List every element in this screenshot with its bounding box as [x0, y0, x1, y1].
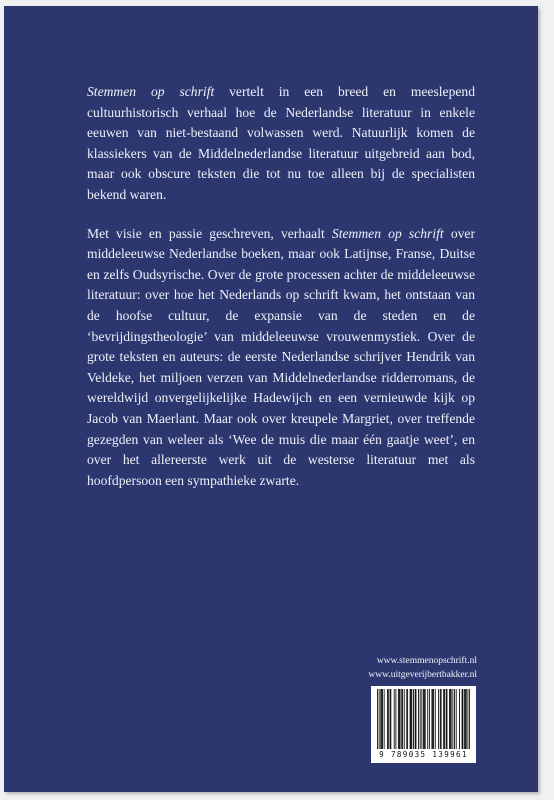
barcode-bar [388, 689, 389, 749]
barcode-bar [462, 689, 463, 749]
barcode-bar [402, 689, 403, 749]
barcode-bars [377, 689, 470, 749]
barcode-bar [462, 689, 463, 749]
barcode-bar [384, 689, 385, 749]
barcode-bar [440, 689, 441, 749]
barcode-bar [415, 689, 416, 749]
barcode-bar [454, 689, 455, 749]
barcode-bar [390, 689, 391, 749]
barcode-bar [418, 689, 419, 749]
blurb-text [87, 82, 475, 509]
barcode-bar [401, 689, 402, 749]
barcode-bar [420, 689, 421, 749]
barcode-bar [421, 689, 422, 749]
barcode-bar [456, 689, 457, 749]
barcode-bar [398, 689, 399, 749]
barcode-bar [466, 689, 467, 749]
website-url[interactable]: www.stemmenopschrift.nl [376, 656, 477, 666]
isbn-barcode [371, 686, 476, 763]
barcode-bar [399, 689, 400, 749]
barcode-bar [451, 689, 452, 749]
barcode-bar [404, 689, 405, 749]
barcode-bar [381, 689, 382, 749]
barcode-bar [443, 689, 444, 749]
barcode-bar [423, 689, 424, 749]
barcode-bar [464, 689, 465, 749]
back-cover [4, 6, 538, 792]
barcode-bar [444, 689, 445, 749]
blurb-text-span: vertelt in een breed en meeslepend cultuurhistorisch verhaal hoe de Nederlandse literatuur in enkele eeuwen van niet-bestaand volwassen werd. Natuurlijk komen de klassiekers van de Middelnederlandse literatuur uitgebreid aan bod, maar ook obscure teksten die tot nu toe alleen bij de specialisten bekend waren. [87, 84, 475, 202]
barcode-bar [452, 689, 453, 749]
website-list [367, 654, 477, 682]
barcode-bar [424, 689, 425, 749]
barcode-bar [447, 689, 448, 749]
barcode-bar [425, 689, 426, 749]
barcode-bar [410, 689, 411, 749]
barcode-bar [435, 689, 436, 749]
barcode-bar [380, 689, 381, 749]
barcode-bar [382, 689, 383, 749]
barcode-bar [416, 689, 417, 749]
barcode-bar [446, 689, 447, 749]
book-title-italic: Stemmen op schrift [87, 84, 215, 99]
barcode-bar [427, 689, 428, 749]
barcode-bar [407, 689, 408, 749]
barcode-bar [394, 689, 395, 749]
barcode-bar [438, 689, 439, 749]
barcode-bar [459, 689, 460, 749]
barcode-bar [432, 689, 433, 749]
barcode-bar [400, 689, 401, 749]
barcode-bar [469, 689, 470, 749]
isbn-number: 9 789035 139961 [379, 750, 468, 759]
barcode-bar [411, 689, 412, 749]
barcode-bar [395, 689, 396, 749]
book-title-italic: Stemmen op schrift [331, 225, 444, 241]
barcode-bar [387, 689, 388, 749]
blurb-paragraph-1 [87, 82, 475, 206]
barcode-bar [429, 689, 430, 749]
blurb-text-span: over middeleeuwse Nederlandse boeken, maar ook Latijnse, Franse, Duitse en zelfs Oudsyrische. Over de grote processen achter de middeleeuwse literatuur: over hoe het Nederlands op schrift kwam, het ontstaan van de hoofse cultuur, de expansie van de steden en de ‘bevrijdingstheologie’ van middeleeuwse vrouwenmystiek. Over de grote teksten en auteurs: de eerste Nederlandse schrijver Hendrik van Veldeke, het miljoen verzen van Middelnederlandse ridderromans, de wereldwijd onvergelijkelijke Hadewijch en een vernieuwde kijk op Jacob van Maerlant. Maar ook over kreupele Margriet, over treffende gezegden van weleer als ‘Wee de muis die maar één gaatje weet’, en over het allereerste werk uit de westerse literatuur met als hoofdpersoon een sympathieke zwarte. [87, 225, 475, 488]
blurb-text-span: Met visie en passie geschreven, verhaalt [87, 225, 332, 241]
barcode-bar [406, 689, 407, 749]
barcode-bar [379, 689, 380, 749]
barcode-bar [433, 689, 434, 749]
barcode-bar [441, 689, 442, 749]
barcode-bar [390, 689, 391, 749]
barcode-bar [467, 689, 468, 749]
barcode-bar [431, 689, 432, 749]
barcode-bar [449, 689, 450, 749]
blurb-paragraph-2 [87, 224, 475, 492]
website-url[interactable]: www.uitgeverijbertbakker.nl [368, 670, 477, 680]
barcode-bar [465, 689, 466, 749]
barcode-bar [411, 689, 412, 749]
barcode-bar [413, 689, 414, 749]
barcode-bar [377, 689, 378, 749]
barcode-bar [450, 689, 451, 749]
